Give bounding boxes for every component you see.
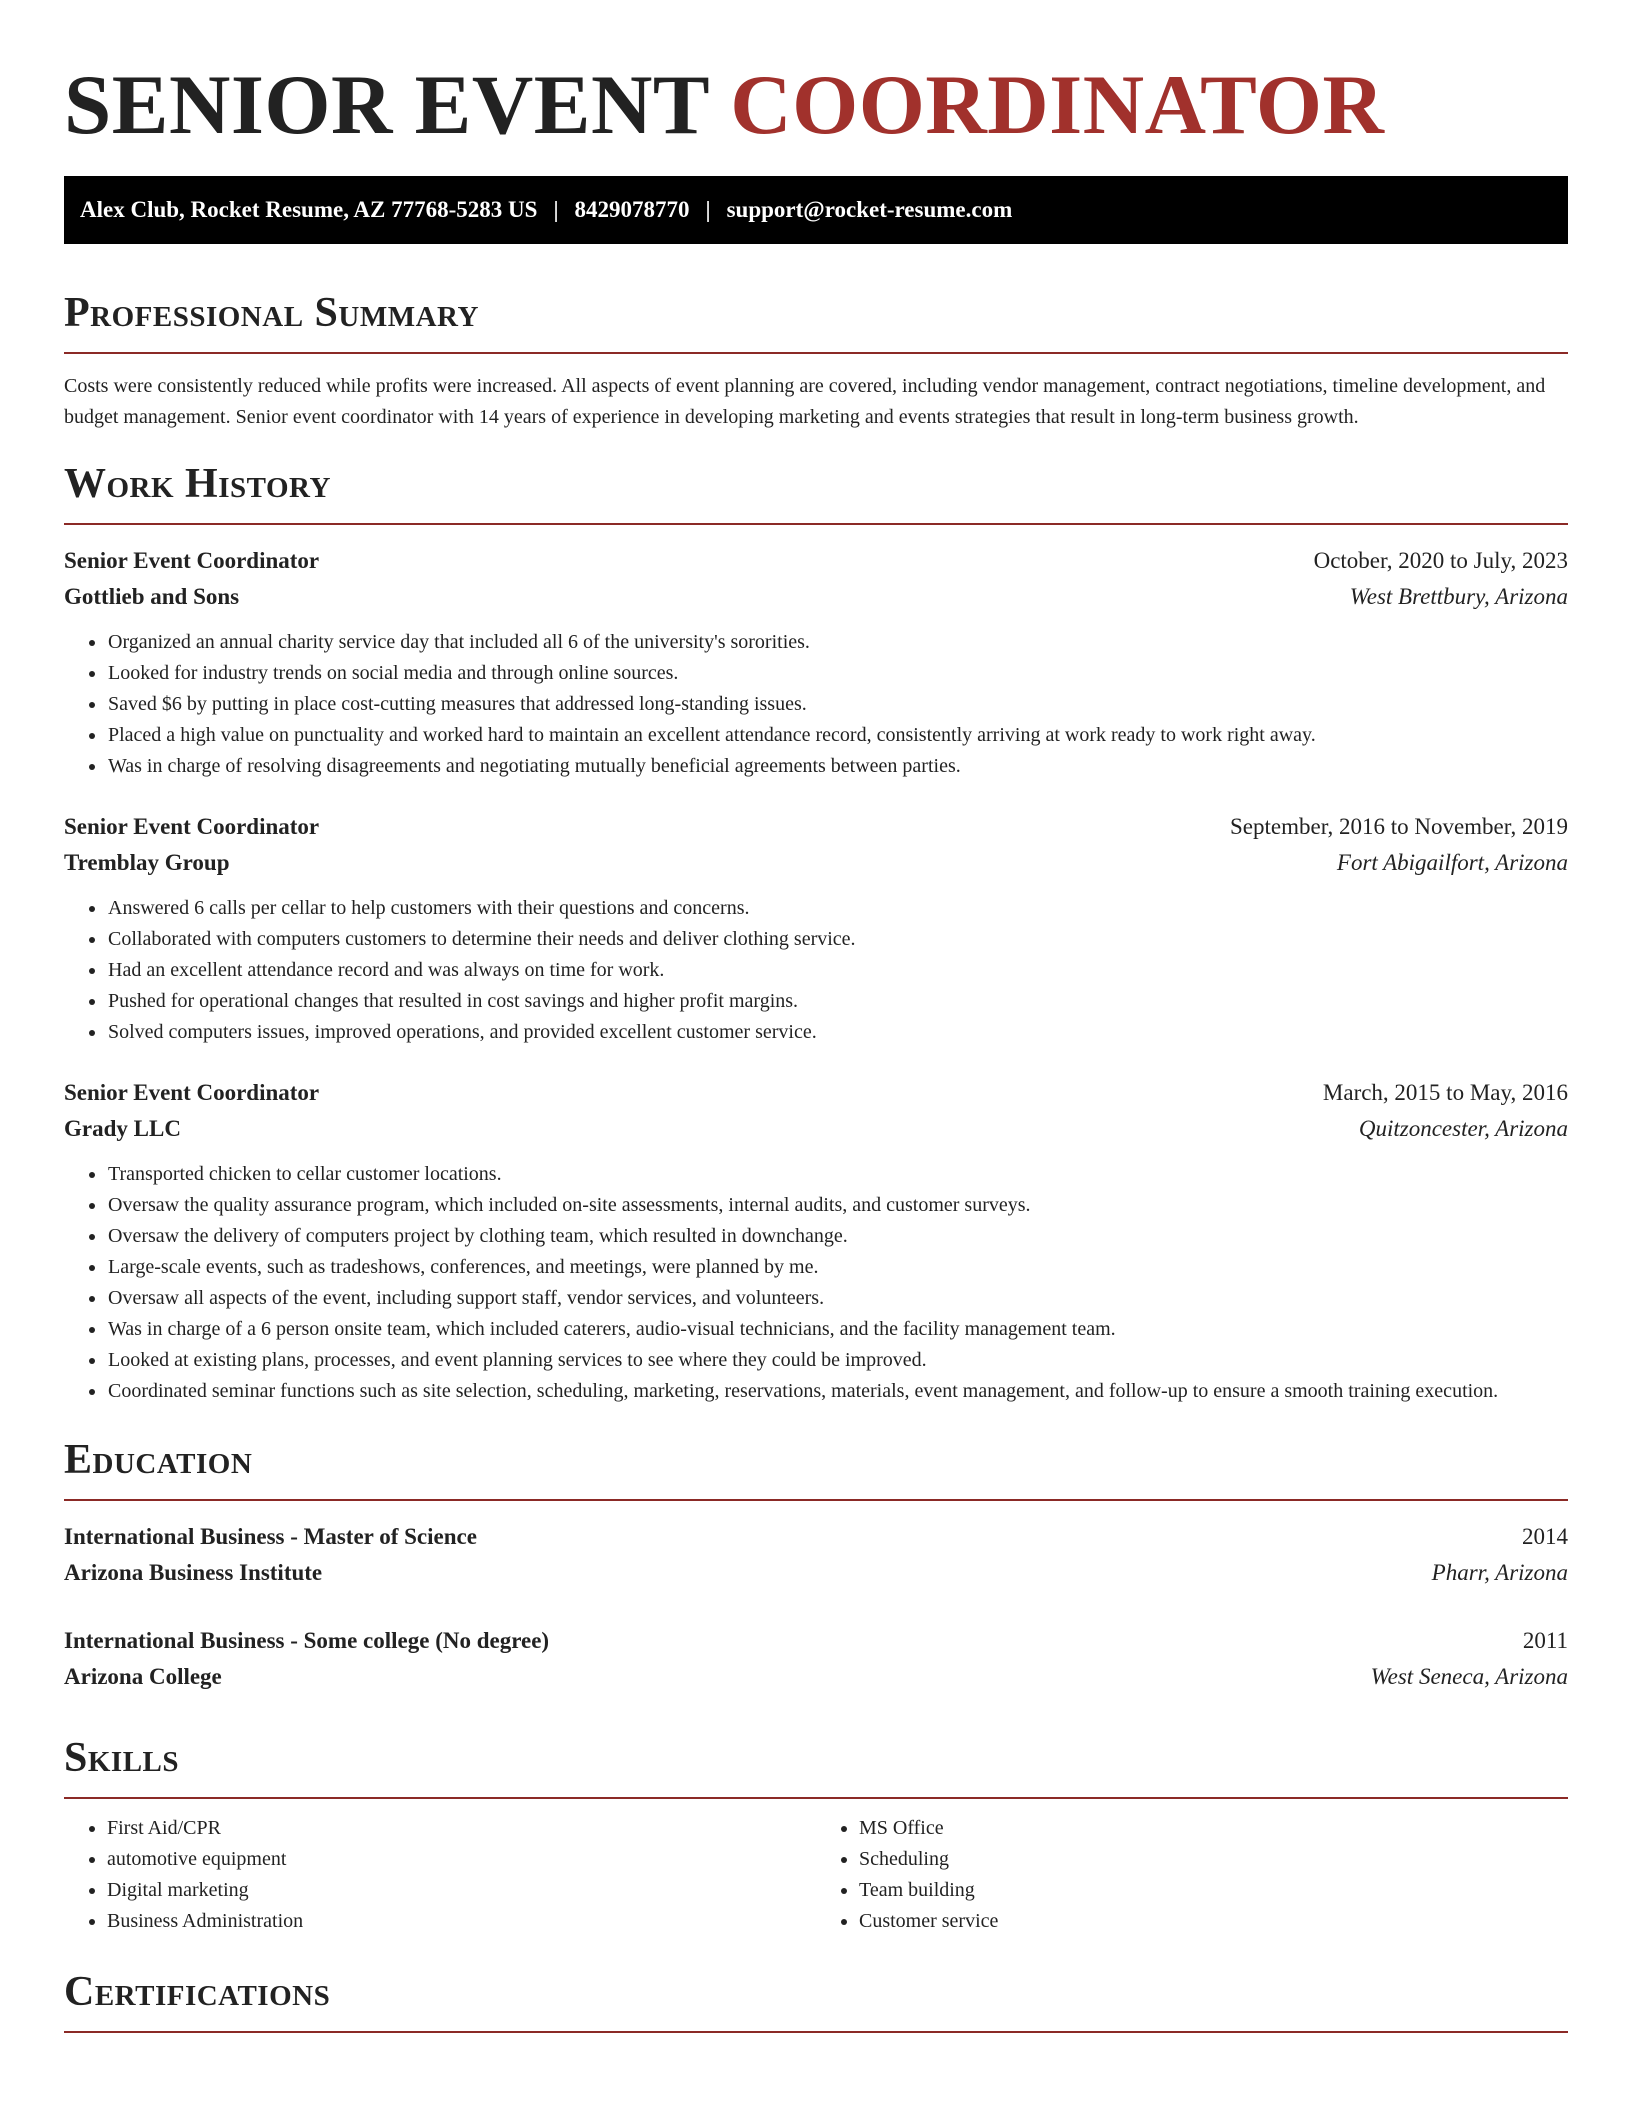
education-degree: International Business - Some college (No degree) <box>64 1628 550 1653</box>
job-bullet: • Oversaw all aspects of the event, including support staff, vendor services, and volunteers. <box>107 1283 1568 1314</box>
contact-bar <box>64 176 1568 244</box>
job-bullet: • Placed a high value on punctuality and worked hard to maintain an excellent attendance record, consistently arriving at work ready to work right away. <box>107 720 1568 751</box>
education-year: 2014 <box>1522 1524 1568 1549</box>
job-location: Fort Abigailfort, Arizona <box>1336 850 1568 875</box>
job-dates: September, 2016 to November, 2019 <box>1230 814 1568 839</box>
skills-heading: Skills <box>64 1733 1568 1799</box>
job-entry <box>64 1075 1568 1407</box>
summary-text: Costs were consistently reduced while profits were increased. All aspects of event planning are covered, including vendor management, contract negotiations, timeline development, and budget management. Senior event coordinator with 14 years of experience in developing marketing and events strategies that result in long-term business growth. <box>64 375 1546 428</box>
job-location: Quitzoncester, Arizona <box>1358 1116 1568 1141</box>
contact-separator: | <box>705 197 711 222</box>
job-bullet: • Large-scale events, such as tradeshows, conferences, and meetings, were planned by me. <box>107 1252 1568 1283</box>
contact-phone: 8429078770 <box>574 197 690 222</box>
job-bullet: • Organized an annual charity service day that included all 6 of the university's sororities. <box>107 627 1568 658</box>
skill-item: • MS Office <box>859 1813 1568 1844</box>
job-company: Grady LLC <box>64 1116 181 1141</box>
job-bullet: • Looked at existing plans, processes, and event planning services to see where they could be improved. <box>107 1345 1568 1376</box>
education-entry <box>64 1623 1568 1695</box>
job-company: Tremblay Group <box>64 850 230 875</box>
skills-column-right <box>816 1813 1568 1937</box>
job-bullet: • Pushed for operational changes that resulted in cost savings and higher profit margins. <box>107 986 1568 1017</box>
skills-grid <box>64 1813 1568 1937</box>
job-bullet: • Saved $6 by putting in place cost-cutting measures that addressed long-standing issues. <box>107 689 1568 720</box>
education-location: Pharr, Arizona <box>1431 1560 1568 1585</box>
contact-address: Alex Club, Rocket Resume, AZ 77768-5283 US <box>80 197 538 222</box>
job-entry <box>64 543 1568 782</box>
education-degree: International Business - Master of Science <box>64 1524 477 1549</box>
resume-title <box>64 0 1568 152</box>
job-bullets <box>64 627 1568 782</box>
job-entry <box>64 809 1568 1048</box>
education-school: Arizona College <box>64 1664 222 1689</box>
job-bullet: • Oversaw the quality assurance program, which included on-site assessments, internal audits, and customer surveys. <box>107 1190 1568 1221</box>
contact-separator: | <box>553 197 559 222</box>
skill-item: • Digital marketing <box>107 1875 816 1906</box>
job-role: Senior Event Coordinator <box>64 548 320 573</box>
job-bullets <box>64 1159 1568 1407</box>
job-dates: October, 2020 to July, 2023 <box>1313 548 1568 573</box>
skill-item: • Customer service <box>859 1906 1568 1937</box>
education-location: West Seneca, Arizona <box>1370 1664 1568 1689</box>
job-bullet: • Was in charge of a 6 person onsite team, which included caterers, audio-visual technicians, and the facility management team. <box>107 1314 1568 1345</box>
education-school: Arizona Business Institute <box>64 1560 323 1585</box>
job-role: Senior Event Coordinator <box>64 1080 320 1105</box>
title-first-part: SENIOR EVENT <box>64 58 709 152</box>
education-year: 2011 <box>1522 1628 1568 1653</box>
work-history-heading: Work History <box>64 459 1568 525</box>
contact-email: support@rocket-resume.com <box>726 197 1013 222</box>
job-role: Senior Event Coordinator <box>64 814 320 839</box>
summary-heading: Professional Summary <box>64 288 1568 354</box>
job-location: West Brettbury, Arizona <box>1349 584 1568 609</box>
job-bullet: • Looked for industry trends on social media and through online sources. <box>107 658 1568 689</box>
job-bullet: • Was in charge of resolving disagreements and negotiating mutually beneficial agreements between parties. <box>107 751 1568 782</box>
job-bullet: • Had an excellent attendance record and was always on time for work. <box>107 955 1568 986</box>
skill-item: • Business Administration <box>107 1906 816 1937</box>
title-accent-part: COORDINATOR <box>730 58 1385 152</box>
job-company: Gottlieb and Sons <box>64 584 240 609</box>
job-bullet: • Transported chicken to cellar customer locations. <box>107 1159 1568 1190</box>
education-heading: Education <box>64 1435 1568 1501</box>
skill-item: • automotive equipment <box>107 1844 816 1875</box>
skill-item: • Team building <box>859 1875 1568 1906</box>
job-bullet: • Coordinated seminar functions such as site selection, scheduling, marketing, reservations, materials, event management, and follow-up to ensure a smooth training execution. <box>107 1376 1568 1407</box>
education-entry <box>64 1519 1568 1591</box>
skill-item: • First Aid/CPR <box>107 1813 816 1844</box>
certifications-heading: Certifications <box>64 1967 1568 2033</box>
job-dates: March, 2015 to May, 2016 <box>1322 1080 1568 1105</box>
skills-column-left <box>64 1813 816 1937</box>
skill-item: • Scheduling <box>859 1844 1568 1875</box>
job-bullets <box>64 893 1568 1048</box>
job-bullet: • Solved computers issues, improved operations, and provided excellent customer service. <box>107 1017 1568 1048</box>
job-bullet: • Collaborated with computers customers to determine their needs and deliver clothing service. <box>107 924 1568 955</box>
job-bullet: • Oversaw the delivery of computers project by clothing team, which resulted in downchange. <box>107 1221 1568 1252</box>
job-bullet: • Answered 6 calls per cellar to help customers with their questions and concerns. <box>107 893 1568 924</box>
